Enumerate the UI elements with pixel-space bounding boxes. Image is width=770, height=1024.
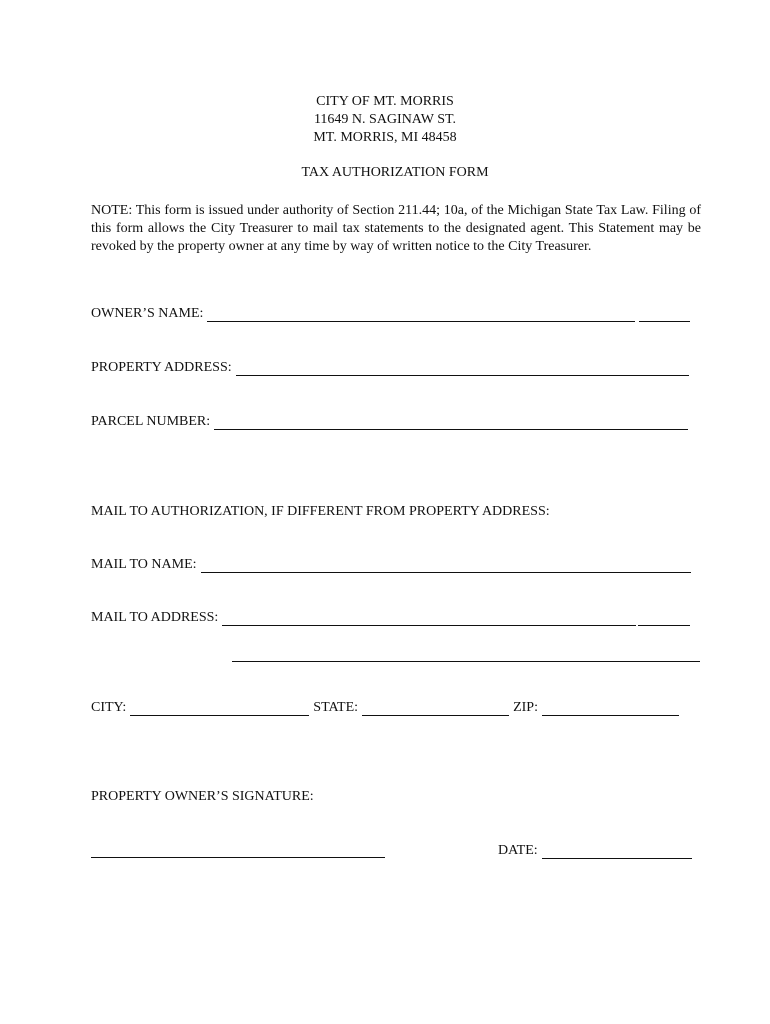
mail-to-name-row	[91, 557, 691, 573]
mail-to-address-field-extension[interactable]	[638, 611, 690, 626]
city-label: CITY:	[91, 700, 127, 715]
mail-to-address-field[interactable]	[222, 611, 636, 626]
legal-note: NOTE: This form is issued under authority of Section 211.44; 10a, of the Michigan State Tax Law. Filing of this form allows the City Treasurer to mail tax statements to the designated agent. This Statement may be revoked by the property owner at any time by way of written notice to the City Treasurer.	[91, 203, 701, 254]
mail-to-name-label: MAIL TO NAME:	[91, 557, 197, 572]
property-address-label: PROPERTY ADDRESS:	[91, 360, 232, 375]
state-label: STATE:	[313, 700, 359, 715]
owners-name-label: OWNER’S NAME:	[91, 306, 204, 321]
parcel-number-field[interactable]	[214, 415, 688, 430]
property-address-row	[91, 360, 689, 376]
owners-name-row	[91, 306, 690, 322]
property-address-field[interactable]	[236, 361, 689, 376]
mail-to-address-line-2[interactable]	[232, 661, 700, 662]
signature-label: PROPERTY OWNER’S SIGNATURE:	[91, 789, 314, 804]
mail-to-name-field[interactable]	[201, 558, 691, 573]
date-row	[498, 843, 692, 859]
state-field[interactable]	[362, 701, 509, 716]
city-field[interactable]	[130, 701, 309, 716]
parcel-number-label: PARCEL NUMBER:	[91, 414, 211, 429]
form-title: TAX AUTHORIZATION FORM	[301, 165, 489, 180]
mail-to-address-label: MAIL TO ADDRESS:	[91, 610, 219, 625]
parcel-number-row	[91, 414, 688, 430]
city-state-zip-row	[91, 700, 679, 716]
mail-to-address-row	[91, 610, 690, 626]
zip-field[interactable]	[542, 701, 679, 716]
signature-line[interactable]	[91, 857, 385, 858]
city-name: CITY OF MT. MORRIS	[316, 94, 454, 109]
city-street-address: 11649 N. SAGINAW ST.	[313, 112, 457, 127]
date-label: DATE:	[498, 843, 538, 858]
owners-name-field[interactable]	[207, 307, 635, 322]
owners-name-field-extension[interactable]	[639, 307, 690, 322]
city-header	[0, 93, 770, 147]
date-field[interactable]	[542, 844, 692, 859]
city-locality: MT. MORRIS, MI 48458	[313, 130, 457, 145]
mail-to-heading: MAIL TO AUTHORIZATION, IF DIFFERENT FROM PROPERTY ADDRESS:	[91, 504, 550, 519]
zip-label: ZIP:	[513, 700, 538, 715]
